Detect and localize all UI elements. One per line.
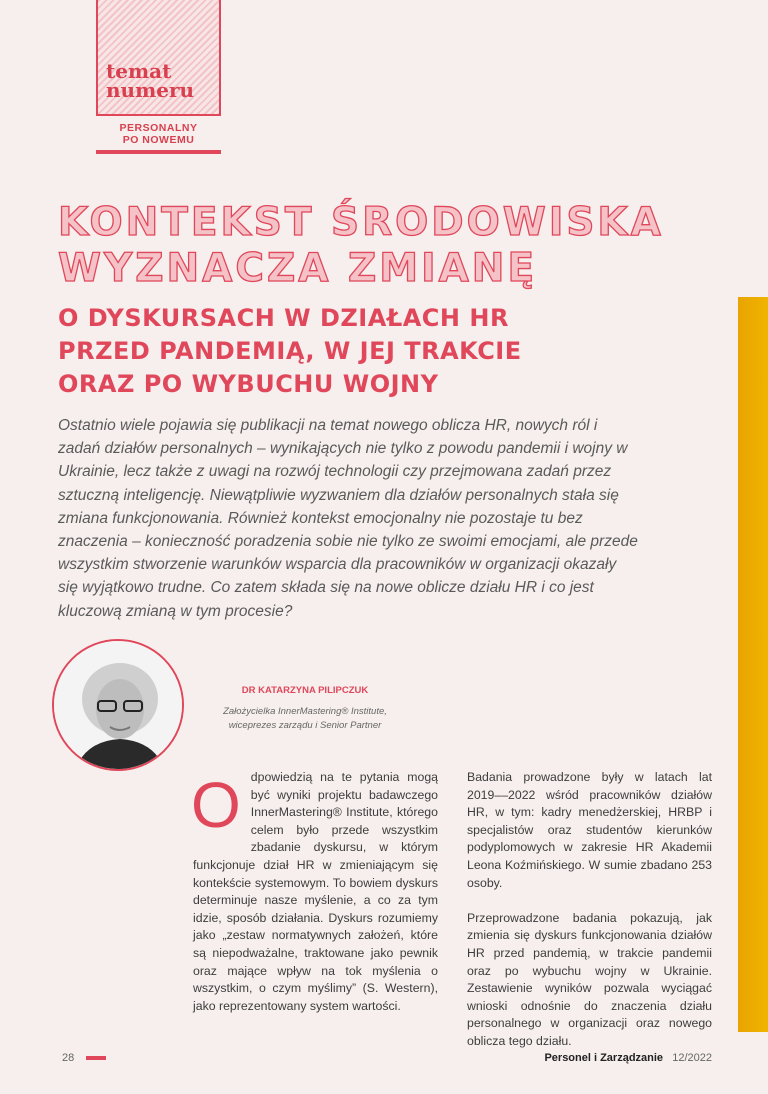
magazine-name: Personel i Zarządzanie [544,1052,664,1064]
body-column-1 [193,769,438,1015]
topic-badge-label: temat numeru [106,59,195,102]
section-divider [96,150,221,154]
body-paragraph: Przeprowadzone badania pokazują, jak zmienia się dyskurs funkcjonowania działów HR przed pandemią, w trakcie pandemii oraz po wybuchu wojny w Ukrainie. Zestawienie wyników pozwala wyciągać wnioski odnośnie do znaczenia działu personalnego w organizacji oraz nowego oblicza tego działu. [467,910,712,1048]
article-title: KONTEKST ŚRODOWISKA WYZNACZA ZMIANĘ [58,200,664,291]
author-photo [52,639,184,771]
author-name: DR KATARZYNA PILIPCZUK [241,685,369,696]
author-info [200,685,410,733]
page-number-bar [86,1056,106,1060]
issue-number: 12/2022 [672,1052,712,1064]
body-column-2 [467,769,712,1051]
drop-cap: O [191,769,241,841]
section-label: PERSONALNY PO NOWEMU [119,122,198,146]
page-number: 28 [62,1052,75,1064]
decorative-yellow-bar [738,297,768,1032]
topic-badge [96,0,221,116]
author-portrait-icon [54,641,184,771]
footer-publication [544,1052,712,1064]
article-subtitle: O DYSKURSACH W DZIAŁACH HR PRZED PANDEMIĄ, W JEJ TRAKCIE ORAZ PO WYBUCHU WOJNY [58,304,522,398]
author-role: Założycielka InnerMastering® Institute, wiceprezes zarządu i Senior Partner [223,706,387,731]
body-paragraph: Badania prowadzone były w latach lat 2019––2022 wśród pracowników działów HR, w tym: kadry menedżerskiej, HRBP i specjalistów oraz studentów kierunków podyplomowych w zakresie HR Akademii Leona Koźmińskiego. W sumie zbadano 253 osoby. [467,770,712,890]
lead-paragraph: Ostatnio wiele pojawia się publikacji na temat nowego oblicza HR, nowych ról i zadań działów personalnych – wynikających nie tylko z powodu pandemii i wojny w Ukrainie, lecz także z uwagi na rozwój technologii czy przejmowana zadań przez sztuczną inteligencję. Niewątpliwie wyzwaniem dla działów personalnych stała się zmiana funkcjonowania. Również kontekst emocjonalny nie pozostaje tu bez znaczenia – konieczność poradzenia sobie nie tylko ze swoimi emocjami, ale przede wszystkim stworzenie warunków wsparcia dla pracowników w organizacji okazały się wyjątkowo trudne. Co zatem składa się na nowe oblicze działu HR i co jest kluczową zmianą w tym procesie? [58,417,638,620]
body-paragraph: dpowiedzią na te pytania mogą być wyniki projektu badawczego InnerMastering® Institute, którego celem było przede wszystkim zbadanie dyskursu, w którym funkcjonuje dział HR w zmieniającym się kontekście systemowym. To bowiem dyskurs determinuje nasze myślenie, a co za tym idzie, sposób działania. Dyskurs rozumiemy jako „zestaw normatywnych założeń, które są niepodważalne, traktowane jako pewnik oraz mające wpływ na tok myślenia o wszystkim, o czym myślimy” (S. Western), jako reprezentowany system wartości. [193,770,438,1013]
